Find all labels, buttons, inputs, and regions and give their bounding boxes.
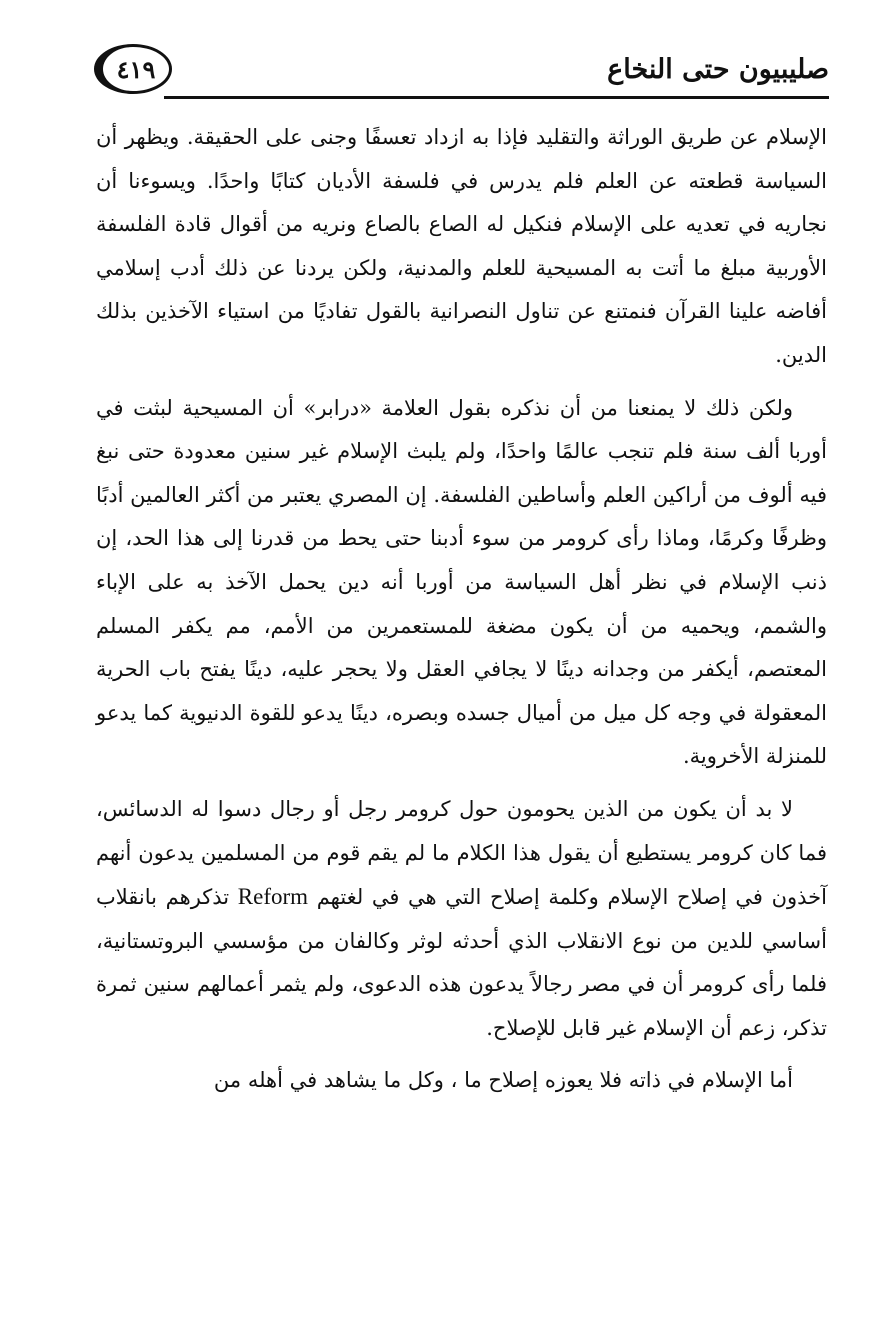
- paragraph-3-part-1: لا بد أن يكون من الذين يحومون حول كرومر رجل أو رجال دسوا له الدسائس، فما كان كرومر يستطيع أن يقول هذا الكلام ما لم يقم قوم من المسلمين يدعون أنهم آخذون في إصلاح الإسلام وكلمة إصلاح التي هي في لغتهم: [96, 796, 827, 910]
- running-title: صليبيون حتى النخاع: [607, 54, 829, 85]
- page-header: [94, 40, 829, 102]
- paragraph-3-part-2: تذكرهم بانقلاب أساسي للدين من نوع الانقلاب الذي أحدثه لوثر وكالفان من مؤسسي البروتستانية، فلما رأى كرومر أن في مصر رجالاً يدعون هذه الدعوى، ولم يثمر أعمالهم سنين ثمرة تذكر، زعم أن الإسلام غير قابل للإصلاح.: [96, 885, 827, 1040]
- header-rule: [164, 96, 829, 99]
- paragraph-1: الإسلام عن طريق الوراثة والتقليد فإذا به ازداد تعسفًا وجنى على الحقيقة. ويظهر أن السياسة قطعته عن العلم فلم يدرس في فلسفة الأديان كتابًا واحدًا. ويسوءنا أن نجاريه في تعديه على الإسلام فنكيل له الصاع بالصاع ونريه من أقوال قادة الفلسفة الأوربية مبلغ ما أتت به المسيحية للعلم والمدنية، ولكن يردنا عن ذلك أدب إسلامي أفاضه علينا القرآن فنمتنع عن تناول النصرانية بالقول تفاديًا من استياء الآخذين بذلك الدين.: [96, 125, 827, 367]
- body-text: [96, 116, 827, 1112]
- paragraph-4: أما الإسلام في ذاته فلا يعوزه إصلاح ما ، وكل ما يشاهد في أهله من: [213, 1068, 793, 1093]
- latin-term: Reform: [237, 884, 309, 910]
- page-number-badge: [94, 44, 172, 94]
- paragraph-2: ولكن ذلك لا يمنعنا من أن نذكره بقول العلامة «درابر» أن المسيحية لبثت في أوربا ألف سنة فلم تنجب عالمًا واحدًا، ولم يلبث الإسلام غير سنين معدودة حتى نبغ فيه ألوف من أراكين العلم وأساطين الفلسفة. إن المصري يعتبر من أكثر العالمين أدبًا وظرفًا وكرمًا، وماذا رأى كرومر من سوء أدبنا حتى يحط من قدرنا إلى هذا الحد، إن ذنب الإسلام في نظر أهل السياسة من أوربا أنه دين يحمل الآخذ به على الإباء والشمم، ويحميه من أن يكون مضغة للمستعمرين من الأمم، مم يكفر المسلم المعتصم، أيكفر من وجدانه دينًا لا يجافي العقل ولا يحجر عليه، دينًا يفتح باب الحرية المعقولة في وجه كل ميل من أميال جسده وبصره، دينًا يدعو للقوة الدنيوية كما يدعو للمنزلة الأخروية.: [96, 395, 827, 769]
- paragraph-3: [96, 788, 827, 1051]
- page-number: ٤١٩: [116, 54, 156, 84]
